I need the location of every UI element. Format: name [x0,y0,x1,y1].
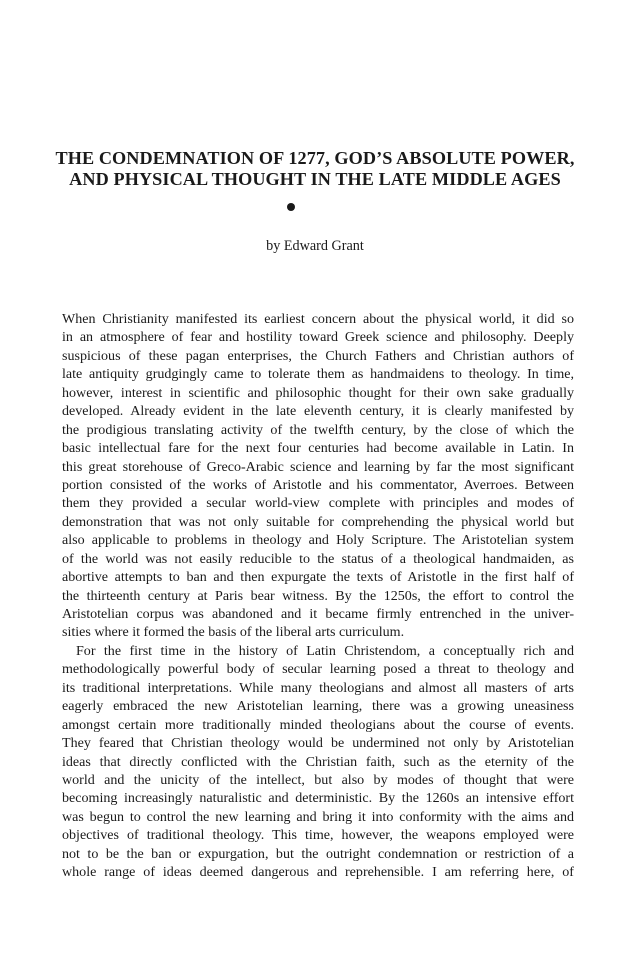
text-line: late antiquity grudgingly came to tolerate them as handmaidens to theology. In time, [62,366,574,383]
text-line: portion consisted of the works of Aristotle and his commentator, Averroes. Between [62,476,574,493]
text-line: whole range of ideas deemed dangerous and reprehensible. I am referring here, of [62,864,574,881]
text-line: world and the unicity of the intellect, but also by modes of thought that were [62,771,574,788]
byline: by Edward Grant [266,238,364,254]
article-title [40,148,590,190]
text-line: They feared that Christian theology would be undermined not only by Aristotelian [62,735,574,752]
text-line: the thirteenth century at Paris bear witness. By the 1250s, the effort to control the [62,587,574,604]
text-line: its traditional interpretations. While many theologians and almost all masters of arts [62,679,574,696]
text-line: suspicious of these pagan enterprises, the Church Fathers and Christian authors of [62,347,574,364]
title-line: THE CONDEMNATION OF 1277, GOD’S ABSOLUTE POWER, [55,148,575,168]
text-line: amongst certain more traditionally minded theologians about the course of events. [62,716,574,733]
text-line: methodologically powerful body of secular learning posed a threat to theology and [62,661,574,678]
bullet-ornament [287,203,295,211]
text-line: developed. Already evident in the late eleventh century, it is clearly manifested by [62,403,574,420]
body-text [62,310,574,882]
text-line: becoming increasingly naturalistic and deterministic. By the 1260s an intensive effort [62,790,574,807]
text-line: not to be the ban or expurgation, but the outright condemnation or restriction of a [62,845,574,862]
text-line: ideas that directly conflicted with the Christian faith, such as the eternity of the [62,753,574,770]
text-line: of the world was not easily reducible to the status of a theological handmaiden, as [62,550,574,567]
title-line: AND PHYSICAL THOUGHT IN THE LATE MIDDLE AGES [69,169,561,189]
text-line: this great storehouse of Greco-Arabic science and learning by far the most significant [62,458,574,475]
text-line: also applicable to problems in theology and Holy Scripture. The Aristotelian system [62,532,574,549]
text-line: in an atmosphere of fear and hostility toward Greek science and philosophy. Deeply [62,329,574,346]
text-line: abortive attempts to ban and then expurgate the texts of Aristotle in the first half of [62,569,574,586]
text-line: objectives of traditional theology. This time, however, the weapons employed were [62,827,574,844]
text-line: demonstration that was not only suitable for comprehending the physical world but [62,513,574,530]
text-line: basic intellectual fare for the next four centuries had become available in Latin. In [62,440,574,457]
text-line: Aristotelian corpus was abandoned and it became firmly entrenched in the univer- [62,606,574,622]
text-line: them they provided a secular world-view complete with principles and modes of [62,495,574,512]
text-line: however, interest in scientific and philosophic thought for their own sake gradually [62,384,574,401]
text-line: eagerly embraced the new Aristotelian learning, there was a growing uneasiness [62,698,574,715]
text-line: When Christianity manifested its earliest concern about the physical world, it did so [62,311,574,327]
text-line: was begun to control the new learning and bring it into conformity with the aims and [62,808,574,825]
text-line: For the first time in the history of Latin Christendom, a conceptually rich and [76,642,574,659]
text-line: sities where it formed the basis of the liberal arts curriculum. [62,624,405,641]
text-line: the prodigious translating activity of the twelfth century, by the close of which the [62,421,574,438]
